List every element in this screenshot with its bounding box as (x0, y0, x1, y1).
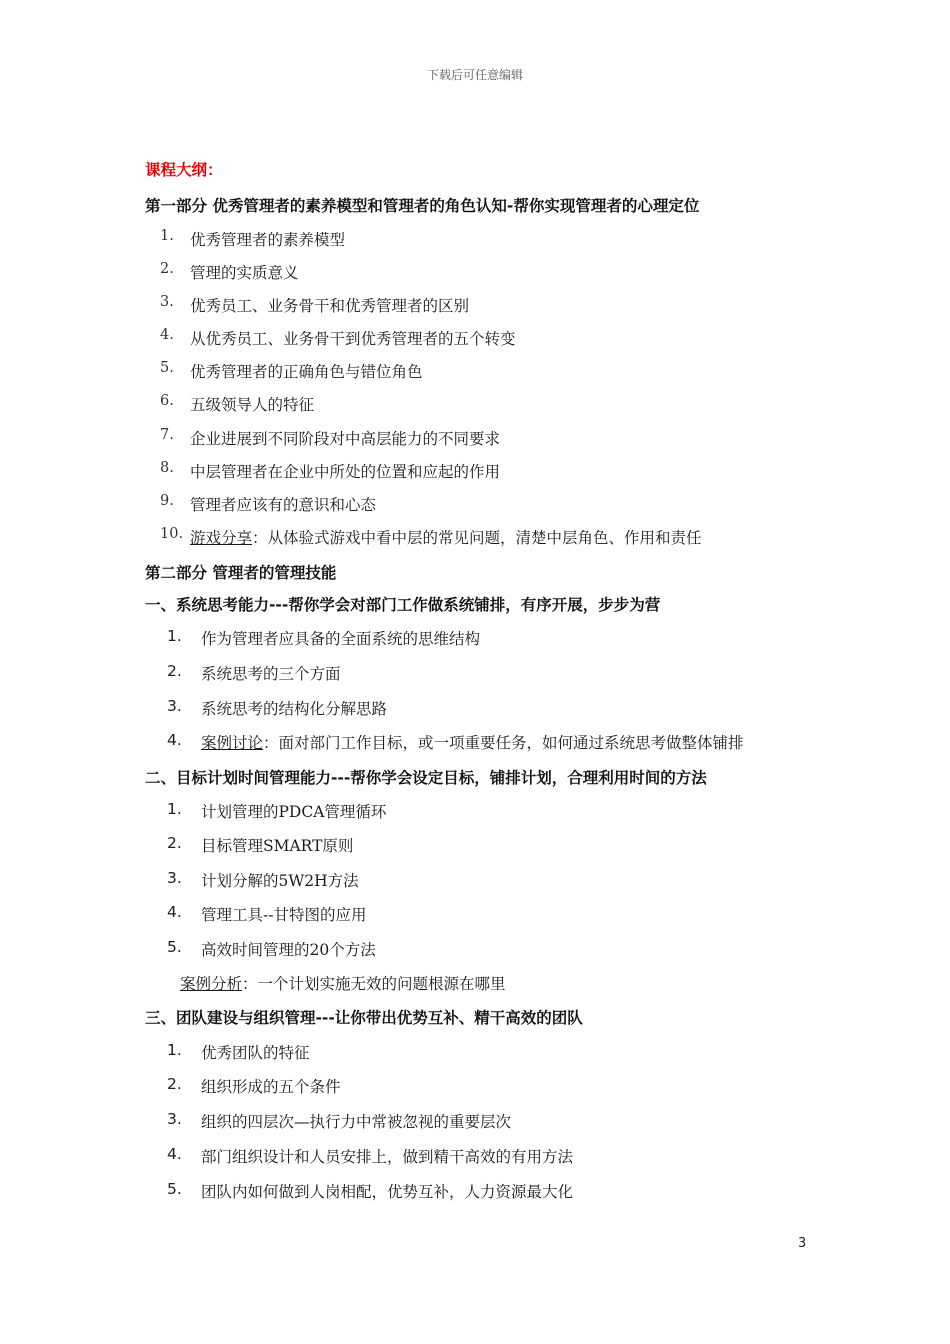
case-discussion-text: ：面对部门工作目标，或一项重要任务，如何通过系统思考做整体铺排 (263, 734, 744, 752)
list-number: 5. (167, 938, 182, 956)
list-number: 6. (160, 393, 174, 409)
list-number: 3. (167, 869, 182, 887)
list-number: 8. (160, 460, 174, 476)
section2-heading: 二、目标计划时间管理能力---帮你学会设定目标，铺排计划，合理利用时间的方法 (145, 769, 707, 787)
list-number: 1. (160, 228, 174, 244)
case-analysis-text: ：一个计划实施无效的问题根源在哪里 (242, 975, 506, 993)
list-number: 1. (167, 627, 182, 645)
list-text: 高效时间管理的20个方法 (201, 941, 376, 959)
list-number: 5. (160, 360, 174, 376)
list-number: 3. (167, 1110, 182, 1128)
list-text: 计划分解的5W2H方法 (201, 872, 359, 890)
list-number: 4. (167, 1145, 182, 1163)
list-text: 管理工具--甘特图的应用 (201, 906, 367, 924)
list-text: 从优秀员工、业务骨干到优秀管理者的五个转变 (190, 330, 516, 348)
game-share-label: 游戏分享 (190, 529, 253, 547)
list-number: 1. (167, 800, 182, 818)
list-number: 2. (160, 261, 174, 277)
list-text: 作为管理者应具备的全面系统的思维结构 (201, 630, 481, 648)
list-text: 系统思考的三个方面 (201, 665, 341, 683)
list-text: 组织形成的五个条件 (201, 1078, 341, 1096)
list-text: 目标管理SMART原则 (201, 837, 354, 855)
list-text: 管理者应该有的意识和心态 (190, 496, 377, 514)
case-analysis-line (180, 972, 506, 994)
list-text: 优秀员工、业务骨干和优秀管理者的区别 (190, 297, 470, 315)
list-text: 部门组织设计和人员安排上，做到精干高效的有用方法 (201, 1148, 574, 1166)
section1-heading: 一、系统思考能力---帮你学会对部门工作做系统铺排，有序开展，步步为营 (145, 596, 661, 614)
list-text: 组织的四层次—执行力中常被忽视的重要层次 (201, 1113, 512, 1131)
list-number: 1. (167, 1041, 182, 1059)
page-number: 3 (798, 1236, 807, 1251)
list-number: 4. (167, 731, 182, 749)
part2-heading: 第二部分 管理者的管理技能 (145, 564, 337, 582)
list-number: 2. (167, 1075, 182, 1093)
list-number: 4. (167, 903, 182, 921)
header-note: 下载后可任意编辑 (426, 68, 523, 82)
list-text: 企业进展到不同阶段对中高层能力的不同要求 (190, 430, 501, 448)
list-text: 系统思考的结构化分解思路 (201, 700, 388, 718)
list-text: 中层管理者在企业中所处的位置和应起的作用 (190, 463, 501, 481)
list-text: 优秀管理者的正确角色与错位角色 (190, 363, 423, 381)
section3-heading: 三、团队建设与组织管理---让你带出优势互补、精干高效的团队 (145, 1009, 583, 1027)
list-text (190, 526, 702, 548)
list-number: 4. (160, 327, 174, 343)
case-analysis-label: 案例分析 (180, 975, 243, 993)
list-text: 计划管理的PDCA管理循环 (201, 803, 387, 821)
game-share-text: ：从体验式游戏中看中层的常见问题，清楚中层角色、作用和责任 (252, 529, 702, 547)
list-number: 2. (167, 662, 182, 680)
list-number: 7. (160, 427, 174, 443)
case-discussion-label: 案例讨论 (201, 734, 264, 752)
part1-heading: 第一部分 优秀管理者的素养模型和管理者的角色认知-帮你实现管理者的心理定位 (145, 197, 700, 215)
list-text (201, 731, 744, 753)
list-number: 5. (167, 1180, 182, 1198)
list-number: 3. (160, 294, 174, 310)
list-text: 管理的实质意义 (190, 264, 299, 282)
list-text: 优秀管理者的素养模型 (190, 231, 346, 249)
list-number: 2. (167, 834, 182, 852)
list-number: 3. (167, 697, 182, 715)
list-text: 团队内如何做到人岗相配，优势互补，人力资源最大化 (201, 1183, 574, 1201)
list-text: 优秀团队的特征 (201, 1044, 310, 1062)
list-number: 10. (160, 526, 184, 542)
list-text: 五级领导人的特征 (190, 396, 315, 414)
outline-title: 课程大纲： (145, 161, 223, 179)
list-number: 9. (160, 493, 174, 509)
